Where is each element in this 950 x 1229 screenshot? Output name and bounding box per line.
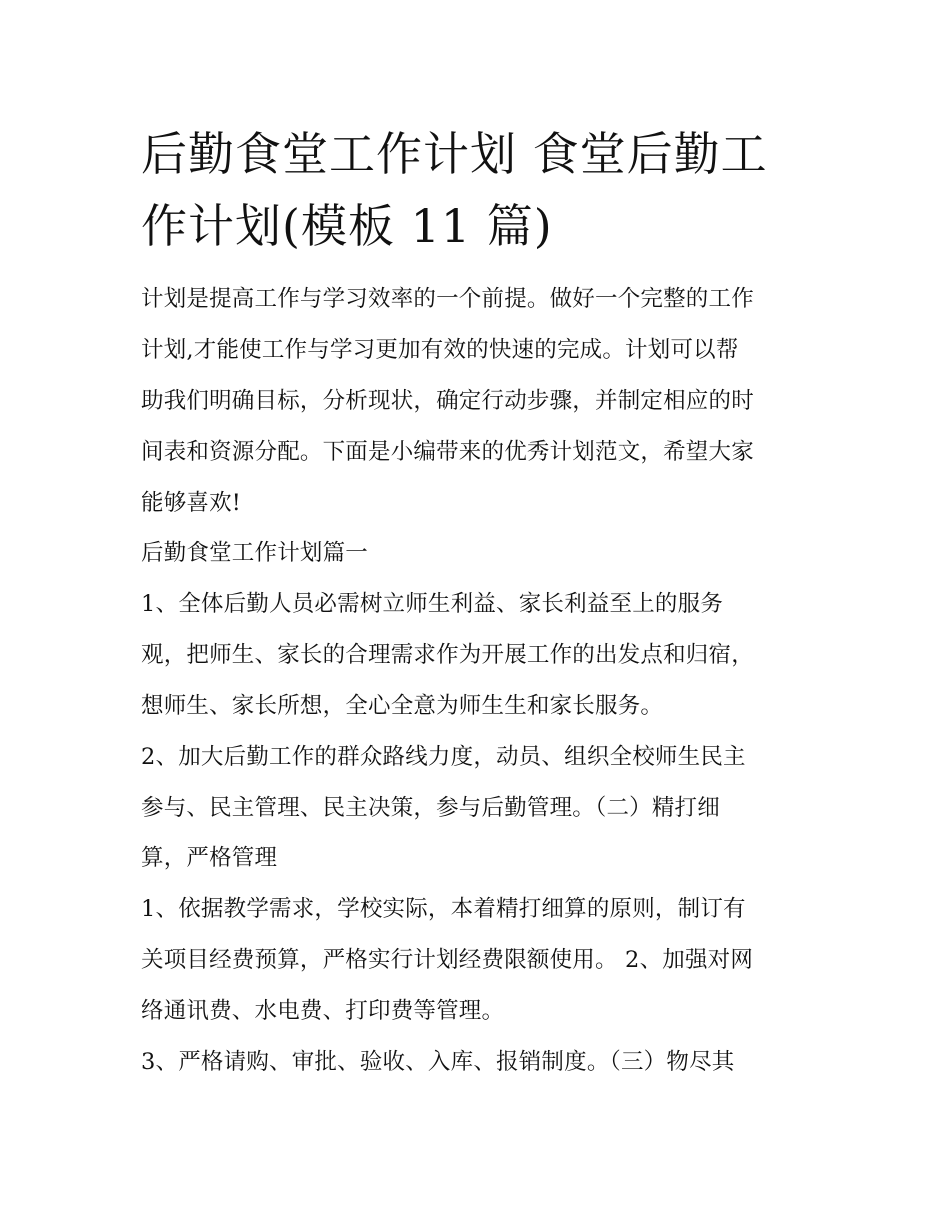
title-line: 后勤食堂工作计划 食堂后勤工 [141,127,768,181]
body-line: 1、依据教学需求，学校实际，本着精打细算的原则，制订有 [141,896,746,922]
body-line: 计划,才能使工作与学习更加有效的快速的完成。计划可以帮 [141,337,739,363]
body-line: 间表和资源分配。下面是小编带来的优秀计划范文，希望大家 [141,439,754,465]
body-line: 观，把师生、家长的合理需求作为开展工作的出发点和归宿， [141,642,754,668]
title-line: 作计划(模板 11 篇) [141,199,553,253]
body-line: 络通讯费、水电费、打印费等管理。 [141,998,505,1024]
body-line: 能够喜欢! [141,490,242,516]
body-line: 计划是提高工作与学习效率的一个前提。做好一个完整的工作 [141,286,754,312]
body-line: 2、加大后勤工作的群众路线力度，动员、组织全校师生民主 [141,744,746,770]
body-line: 1、全体后勤人员必需树立师生利益、家长利益至上的服务 [141,591,724,617]
body-line: 参与、民主管理、民主决策，参与后勤管理。（二）精打细 [141,795,720,821]
body-line: 助我们明确目标，分析现状，确定行动步骤，并制定相应的时 [141,388,754,414]
body-line: 关项目经费预算，严格实行计划经费限额使用。 2、加强对网 [141,947,754,973]
section-heading: 后勤食堂工作计划篇一 [141,540,369,566]
document-title [141,118,821,262]
body-line: 3、严格请购、审批、验收、入库、报销制度。（三）物尽其 [141,1049,735,1075]
body-line: 算，严格管理 [141,845,278,871]
body-line: 想师生、家长所想，全心全意为师生生和家长服务。 [141,693,664,719]
